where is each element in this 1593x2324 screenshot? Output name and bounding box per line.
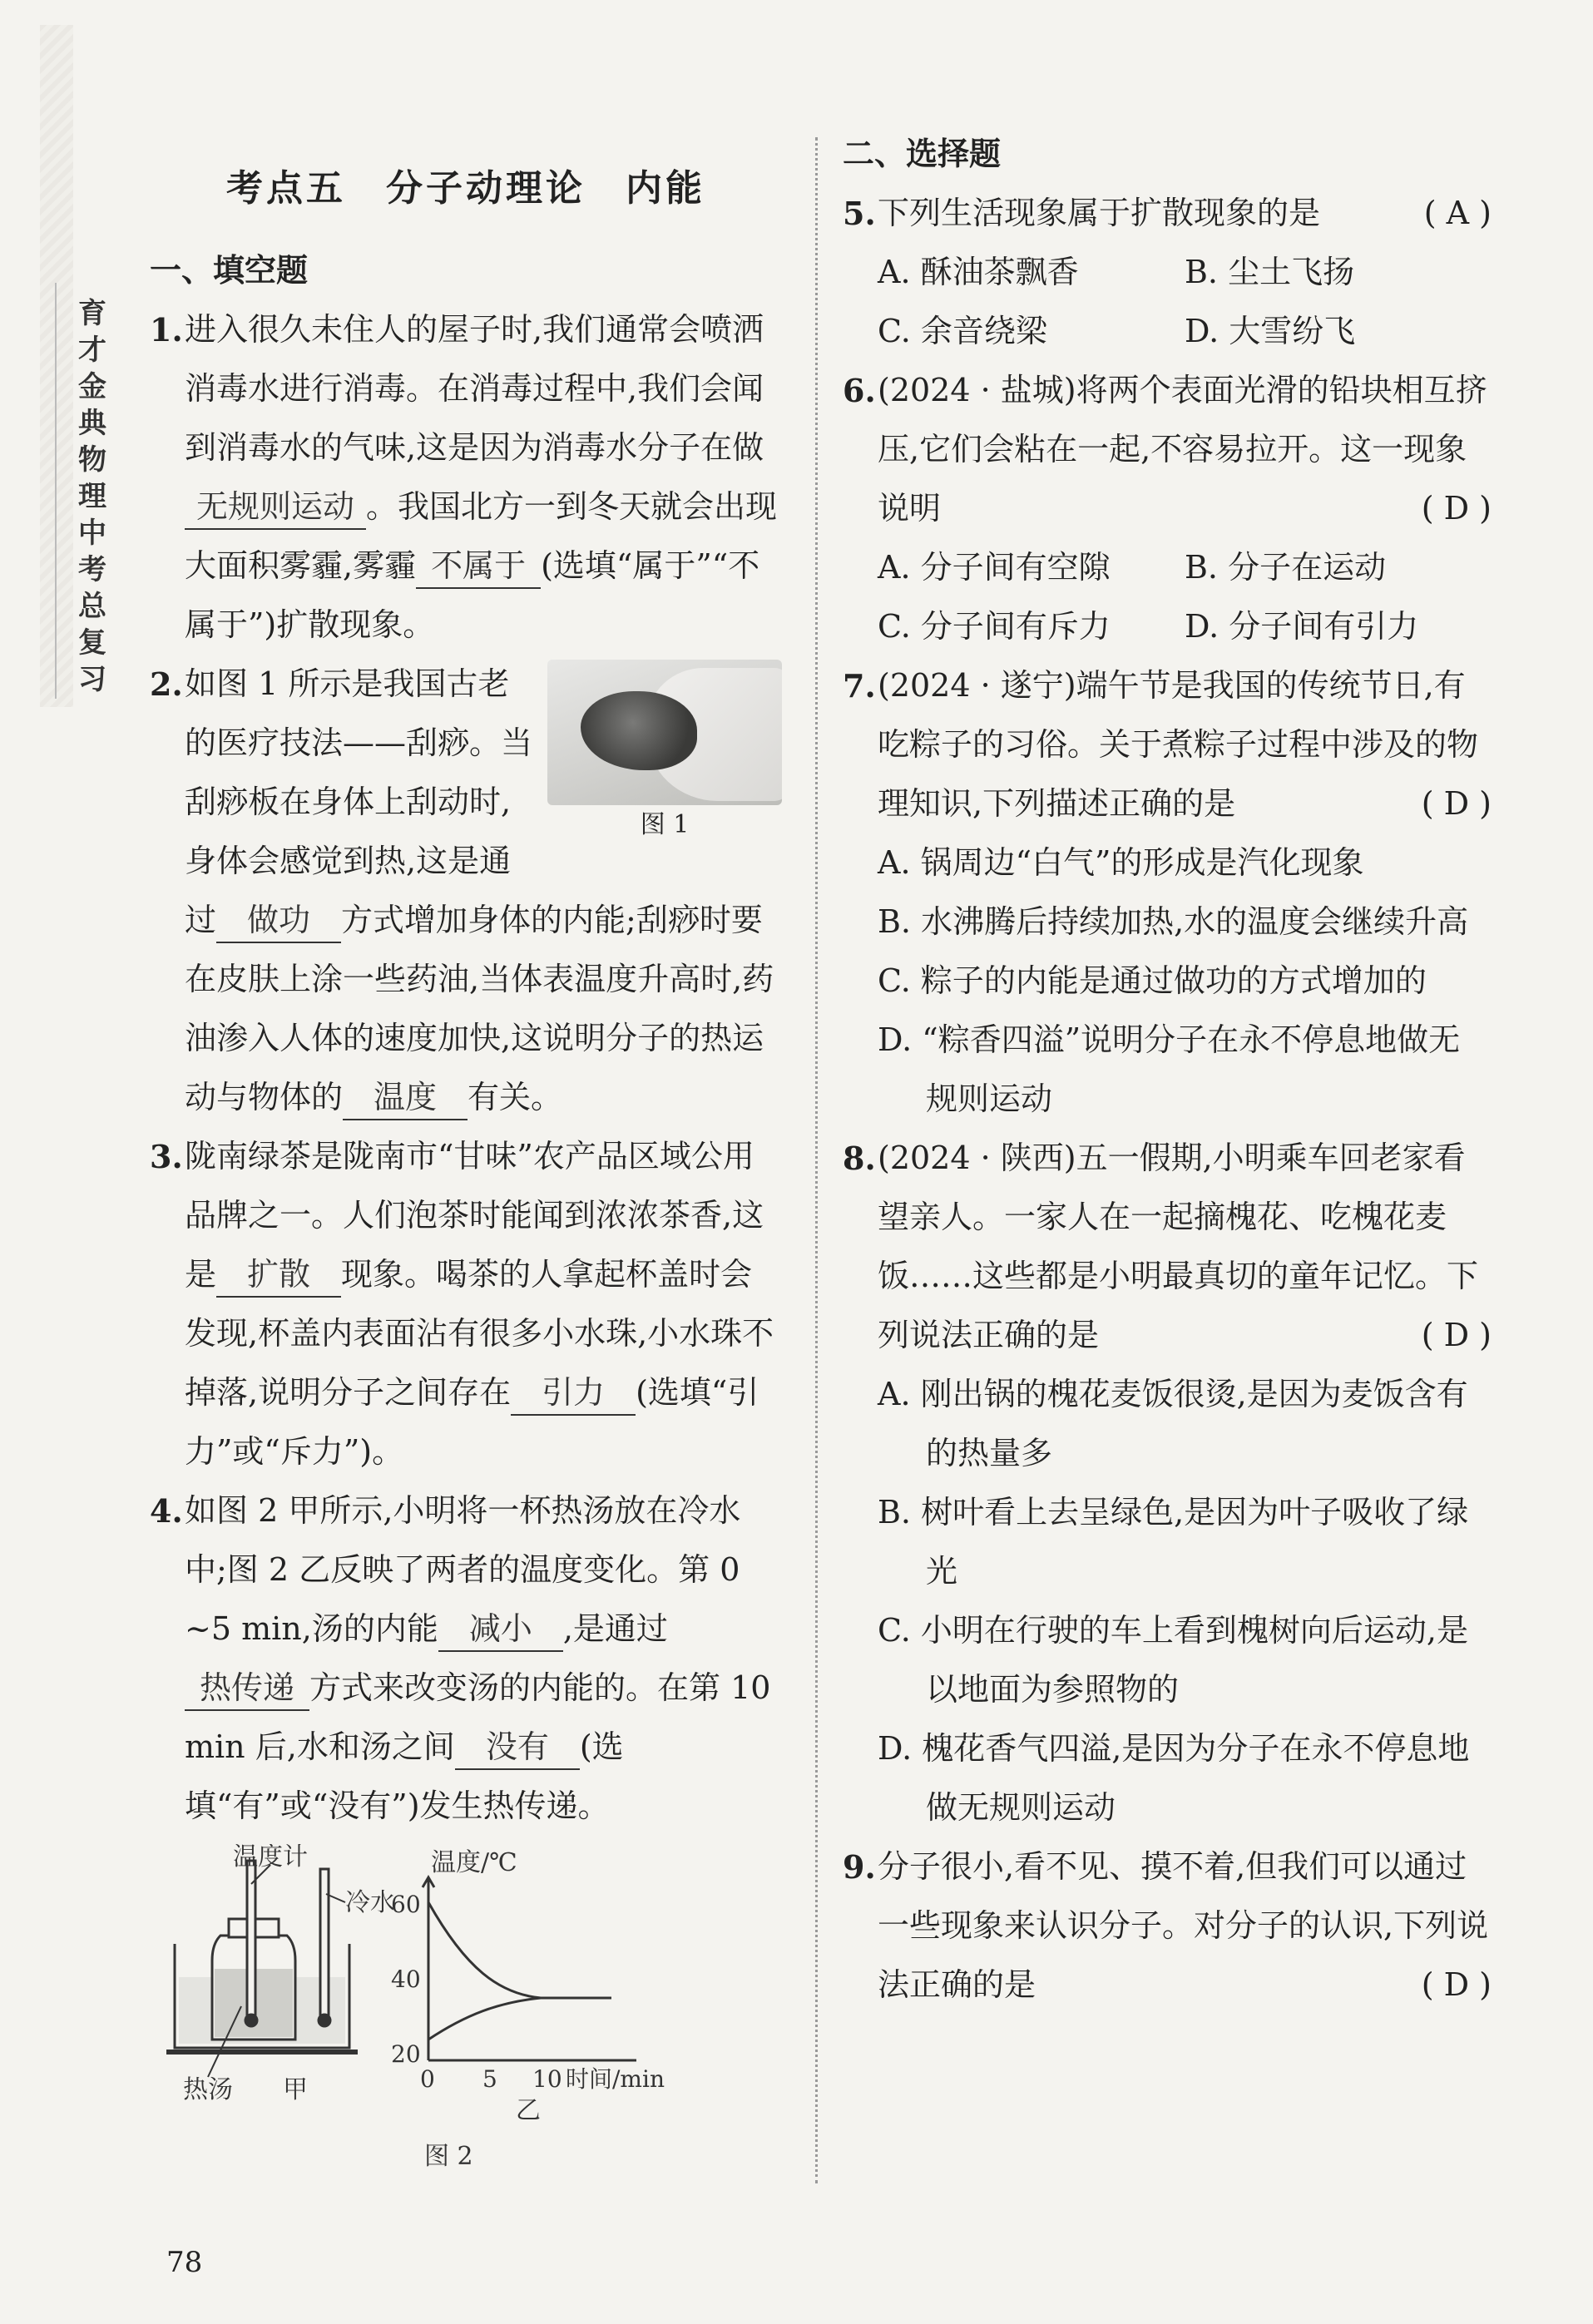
- question-text: 方式增加身体的内能;刮痧时要在皮肤上涂一些药油,当体表温度升高时,药油渗入人体的速度加快,这说明分子的热运动与物体的: [185, 902, 774, 1115]
- option: C. 分子间有斥力: [878, 608, 1111, 645]
- question-5: [843, 184, 1492, 243]
- question-text: (选填“属于”“不属于”)扩散现象。: [185, 547, 760, 643]
- y-tick: 20: [391, 2040, 421, 2068]
- section-fill-blank: 一、填空题: [150, 252, 309, 289]
- question-number: 7.: [843, 667, 876, 705]
- side-tag: 育才金典 物理中考总复习: [78, 297, 106, 696]
- question-text: (选填“有”或“没有”)发生热传递。: [185, 1728, 624, 1824]
- label-cold-water: 冷水: [345, 1888, 395, 1917]
- x-axis-label: 时间/min: [566, 2065, 665, 2093]
- figure-caption: 图 2: [424, 2142, 473, 2171]
- question-number: 9.: [843, 1848, 876, 1886]
- question-number: 3.: [150, 1138, 183, 1175]
- page-number: 78: [166, 2246, 203, 2279]
- water-curve: [428, 1998, 541, 2040]
- thermometer-water: [320, 1869, 329, 2019]
- option: A. 刚出锅的槐花麦饭很烫,是因为麦饭含有的热量多: [878, 1376, 1468, 1471]
- answer-blank: 不属于: [416, 544, 541, 589]
- column-divider: [815, 137, 818, 2183]
- option: D. “粽香四溢”说明分子在永不停息地做无规则运动: [878, 1021, 1461, 1117]
- thermometer-bulb: [245, 2015, 257, 2026]
- label-hot-soup: 热汤: [183, 2075, 233, 2104]
- answer-mark: ( A ): [1423, 195, 1492, 231]
- question-number: 6.: [843, 372, 876, 409]
- soup-curve: [428, 1902, 611, 1998]
- question-8: [843, 1129, 1492, 1365]
- answer-blank: 减小: [438, 1607, 563, 1652]
- option: D. 槐花香气四溢,是因为分子在永不停息地做无规则运动: [878, 1730, 1470, 1826]
- label-thermometer: 温度计: [233, 1844, 308, 1872]
- y-tick: 60: [391, 1891, 421, 1918]
- question-text: 如图 1 所示是我国古老的医疗技法——刮痧。当刮痧板在身体上刮动时,身体会感觉到热,这是通过: [185, 665, 533, 938]
- question-2: [150, 655, 782, 1127]
- question-text: 分子很小,看不见、摸不着,但我们可以通过一些现象来认识分子。对分子的认识,下列说法正确的是: [878, 1848, 1489, 2003]
- question-text: (选填“引力”或“斥力”)。: [185, 1374, 759, 1470]
- answer-blank: 做功: [216, 898, 341, 943]
- figure-caption: 图 1: [640, 810, 690, 839]
- side-rule: [55, 283, 57, 699]
- question-number: 4.: [150, 1492, 183, 1530]
- question-9: [843, 1837, 1492, 2015]
- option: B. 水沸腾后持续加热,水的温度会继续升高: [878, 903, 1469, 940]
- figure-1: [547, 660, 782, 847]
- answer-blank: 温度: [343, 1075, 468, 1120]
- option: B. 树叶看上去呈绿色,是因为叶子吸收了绿光: [878, 1494, 1469, 1590]
- gua-sha-board-image: [581, 691, 697, 770]
- thermometer-bulb: [319, 2015, 330, 2026]
- question-number: 8.: [843, 1140, 876, 1177]
- answer-blank: 没有: [455, 1725, 580, 1770]
- label-jia: 甲: [283, 2075, 308, 2104]
- question-text: 下列生活现象属于扩散现象的是: [878, 195, 1321, 231]
- question-text: 陇南绿茶是陇南市“甘味”农产品区域公用品牌之一。人们泡茶时能闻到浓浓茶香,这是: [185, 1138, 764, 1293]
- question-7: [843, 656, 1492, 833]
- page-title: 考点五 分子动理论 内能: [226, 167, 705, 210]
- y-axis-label: 温度/℃: [431, 1848, 517, 1877]
- question-text: (2024 · 盐城)将两个表面光滑的铅块相互挤压,它们会粘在一起,不容易拉开。这一现象说明: [878, 372, 1487, 527]
- x-tick: 0: [420, 2065, 435, 2093]
- options-q5: [843, 243, 1492, 361]
- question-3: [150, 1127, 782, 1481]
- question-text: 进入很久未住人的屋子时,我们通常会喷洒消毒水进行消毒。在消毒过程中,我们会闻到消毒水的气味,这是因为消毒水分子在做: [185, 311, 764, 466]
- question-number: 1.: [150, 311, 183, 349]
- question-text: 。我国北方一到冬天就会出现大面积雾霾,雾霾: [185, 488, 778, 584]
- page-edge-texture: [40, 25, 73, 707]
- option: B. 分子在运动: [1185, 549, 1387, 586]
- x-tick: 5: [482, 2065, 497, 2093]
- question-4: [150, 1481, 782, 1836]
- question-text: ,是通过: [562, 1610, 668, 1647]
- answer-blank: 扩散: [216, 1253, 341, 1298]
- left-column: [150, 241, 782, 2196]
- options-q6: [843, 538, 1492, 656]
- question-text: 如图 2 甲所示,小明将一杯热汤放在冷水中;图 2 乙反映了两者的温度变化。第 0 ~5 min,汤的内能: [185, 1492, 741, 1647]
- answer-blank: 无规则运动: [185, 485, 366, 530]
- option: C. 粽子的内能是通过做功的方式增加的: [878, 962, 1427, 999]
- y-tick: 40: [391, 1966, 421, 1993]
- answer-mark: ( D ): [1421, 785, 1492, 822]
- thermometer-soup: [247, 1861, 255, 2019]
- question-text: 现象。喝茶的人拿起杯盖时会发现,杯盖内表面沾有很多小水珠,小水珠不掉落,说明分子之间存在: [185, 1256, 774, 1411]
- question-text: 方式来改变汤的内能的。在第 10 min 后,水和汤之间: [185, 1669, 771, 1765]
- question-1: [150, 300, 782, 655]
- answer-mark: ( D ): [1421, 1966, 1492, 2003]
- answer-blank: 引力: [511, 1371, 636, 1416]
- question-number: 5.: [843, 195, 876, 232]
- option: D. 分子间有引力: [1185, 608, 1419, 645]
- option: A. 分子间有空隙: [878, 549, 1111, 586]
- question-text: (2024 · 陕西)五一假期,小明乘车回老家看望亲人。一家人在一起摘槐花、吃槐花麦饭……这些都是小明最真切的童年记忆。下列说法正确的是: [878, 1140, 1479, 1353]
- option: B. 尘土飞扬: [1185, 254, 1355, 290]
- option: C. 小明在行驶的车上看到槐树向后运动,是以地面为参照物的: [878, 1612, 1468, 1708]
- option: A. 酥油茶飘香: [878, 254, 1079, 290]
- temperature-graph: [423, 1877, 636, 2060]
- question-text: (2024 · 遂宁)端午节是我国的传统节日,有吃粽子的习俗。关于煮粽子过程中涉及的物理知识,下列描述正确的是: [878, 667, 1479, 822]
- answer-mark: ( D ): [1421, 490, 1492, 527]
- x-tick: 10: [532, 2065, 562, 2093]
- answer-blank: 热传递: [185, 1666, 309, 1711]
- label-yi: 乙: [516, 2096, 541, 2125]
- question-6: [843, 361, 1492, 538]
- option: D. 大雪纷飞: [1185, 313, 1356, 349]
- question-text: 有关。: [468, 1079, 563, 1115]
- question-number: 2.: [150, 665, 183, 703]
- gua-sha-photo: [547, 660, 782, 805]
- option: C. 余音绕梁: [878, 313, 1047, 349]
- apparatus-diagram: [166, 1861, 358, 2077]
- right-column: [843, 125, 1492, 2015]
- section-multiple-choice: 二、选择题: [843, 136, 1002, 172]
- option: A. 锅周边“白气”的形成是汽化现象: [878, 844, 1364, 881]
- figure-2: [150, 1844, 765, 2177]
- answer-mark: ( D ): [1421, 1317, 1492, 1353]
